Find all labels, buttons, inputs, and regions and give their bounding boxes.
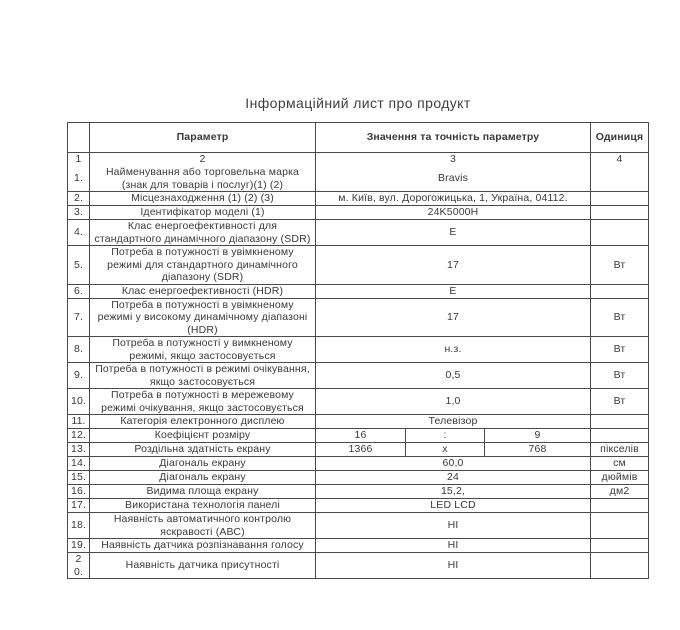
table-row xyxy=(68,362,648,388)
row-number-cell: 10. xyxy=(70,395,87,408)
table-row xyxy=(68,284,648,298)
parameter-cell: Місцезнаходження (1) (2) (3) xyxy=(89,192,315,205)
value-sub-cell: х xyxy=(405,443,484,456)
table-body xyxy=(68,166,648,578)
value-cell: н.з. xyxy=(315,337,590,362)
unit-cell xyxy=(590,429,648,442)
table-row xyxy=(68,219,648,245)
row-number-cell: 11. xyxy=(71,415,86,428)
parameter-cell: Використана технологія панелі xyxy=(89,499,315,512)
parameter-cell: Категорія електронного дисплею xyxy=(89,415,315,428)
unit-cell: пікселів xyxy=(590,443,648,456)
value-sub-cell: : xyxy=(405,429,484,442)
value-cell: 17 xyxy=(315,299,590,337)
value-sub-cell: 16 xyxy=(354,429,367,442)
row-number-cell: 6. xyxy=(73,284,84,297)
parameter-cell: Потреба в потужності в режимі очікування, якщо застосовується xyxy=(89,363,315,388)
parameter-cell: Наявність автоматичного контролю яскравості (АВС) xyxy=(89,513,315,538)
unit-cell xyxy=(590,166,648,191)
value-cell: НІ xyxy=(315,553,590,578)
unit-cell xyxy=(590,415,648,428)
parameter-cell: Видима площа екрану xyxy=(89,485,315,498)
value-cell: 60,0 xyxy=(315,457,590,470)
table-row xyxy=(68,205,648,219)
row-number-cell: 15. xyxy=(70,471,87,484)
product-info-table xyxy=(67,122,649,579)
value-cell: Bravis xyxy=(315,166,590,191)
value-cell xyxy=(315,443,590,456)
table-row xyxy=(68,428,648,442)
unit-cell: Вт xyxy=(590,299,648,337)
value-cell: 24 xyxy=(315,471,590,484)
parameter-cell: Потреба в потужності в увімкненому режимі у високому динамічному діапазоні (HDR) xyxy=(89,299,315,337)
unit-cell: Вт xyxy=(590,246,648,284)
value-sub-cell: 1366 xyxy=(348,443,373,456)
column-number-4: 4 xyxy=(590,153,648,166)
row-number-cell: 12. xyxy=(70,429,87,442)
header-number-cell xyxy=(68,123,89,152)
row-number-cell: 3. xyxy=(73,206,84,219)
row-number-cell: 4. xyxy=(73,226,84,239)
unit-cell: Вт xyxy=(590,363,648,388)
unit-cell xyxy=(590,499,648,512)
value-cell: НІ xyxy=(315,539,590,552)
table-row xyxy=(68,414,648,428)
unit-cell xyxy=(590,192,648,205)
unit-cell xyxy=(590,539,648,552)
row-number-cell: 14. xyxy=(70,457,87,470)
table-row xyxy=(68,245,648,284)
header-parameter: Параметр xyxy=(89,123,315,152)
row-number-cell: 9. xyxy=(73,369,84,382)
value-sub-cell: 9 xyxy=(484,429,590,442)
value-cell: 1,0 xyxy=(315,389,590,414)
parameter-cell: Потреба в потужності в увімкненому режимі для стандартного динамічного діапазону (SDR) xyxy=(89,246,315,284)
unit-cell: дюймів xyxy=(590,471,648,484)
parameter-cell: Клас енергоефективності для стандартного динамічного діапазону (SDR) xyxy=(89,220,315,245)
table-row xyxy=(68,298,648,337)
unit-cell xyxy=(590,285,648,298)
parameter-cell: Діагональ екрану xyxy=(89,471,315,484)
unit-cell: см xyxy=(590,457,648,470)
column-number-1: 1 xyxy=(75,153,82,166)
value-cell: 24K5000H xyxy=(315,206,590,219)
row-number-cell: 7. xyxy=(73,311,84,323)
table-row xyxy=(68,191,648,205)
value-cell: 15,2, xyxy=(315,485,590,498)
table-header-row xyxy=(68,123,648,152)
unit-cell: Вт xyxy=(590,337,648,362)
row-number-cell: 8. xyxy=(73,343,84,356)
parameter-cell: Діагональ екрану xyxy=(89,457,315,470)
value-cell: 17 xyxy=(315,246,590,284)
unit-cell xyxy=(590,206,648,219)
value-cell: E xyxy=(315,220,590,245)
row-number-cell: 2. xyxy=(73,192,84,205)
header-unit: Одиниця xyxy=(590,123,648,152)
parameter-cell: Найменування або торговельна марка (знак для товарів і послуг)(1) (2) xyxy=(89,166,315,191)
value-cell: E xyxy=(315,285,590,298)
row-number-cell: 5. xyxy=(73,258,84,271)
value-sub-cell: 768 xyxy=(484,443,590,456)
table-row xyxy=(68,470,648,484)
column-number-2: 2 xyxy=(89,153,315,166)
value-cell xyxy=(315,429,590,442)
row-number-cell: 18. xyxy=(70,519,87,532)
header-value: Значення та точність параметру xyxy=(315,123,590,152)
column-number-3: 3 xyxy=(315,153,590,166)
parameter-cell: Коефіцієнт розміру xyxy=(89,429,315,442)
value-cell: НІ xyxy=(315,513,590,538)
value-cell: LED LCD xyxy=(315,499,590,512)
row-number-cell: 13. xyxy=(70,443,87,456)
parameter-cell: Наявність датчика присутності xyxy=(89,553,315,578)
unit-cell xyxy=(590,513,648,538)
unit-cell xyxy=(590,220,648,245)
row-number-cell: 17. xyxy=(70,499,87,512)
table-row xyxy=(68,484,648,498)
table-row xyxy=(68,442,648,456)
row-number-cell: 19. xyxy=(70,539,87,552)
table-row xyxy=(68,498,648,512)
page-title: Інформаційний лист про продукт xyxy=(245,95,471,111)
table-row xyxy=(68,512,648,538)
parameter-cell: Ідентифікатор моделі (1) xyxy=(89,206,315,219)
table-row xyxy=(68,388,648,414)
parameter-cell: Роздільна здатність екрану xyxy=(89,443,315,456)
table-row xyxy=(68,538,648,552)
value-cell: Телевізор xyxy=(315,415,590,428)
row-number-cell: 20. xyxy=(73,553,84,578)
table-row xyxy=(68,456,648,470)
table-row xyxy=(68,166,648,191)
column-numbers-row xyxy=(68,152,648,166)
value-cell: м. Київ, вул. Дорогожицька, 1, Україна, 04112. xyxy=(315,192,590,205)
table-row xyxy=(68,552,648,578)
row-number-cell: 1. xyxy=(73,172,84,185)
parameter-cell: Потреба в потужності у вимкненому режимі, якщо застосовується xyxy=(89,337,315,362)
unit-cell: Вт xyxy=(590,389,648,414)
table-row xyxy=(68,336,648,362)
parameter-cell: Потреба в потужності в мережевому режимі очікування, якщо застосовується xyxy=(89,389,315,414)
unit-cell: дм2 xyxy=(590,485,648,498)
unit-cell xyxy=(590,553,648,578)
value-cell: 0,5 xyxy=(315,363,590,388)
parameter-cell: Клас енергоефективності (HDR) xyxy=(89,285,315,298)
parameter-cell: Наявність датчика розпізнавання голосу xyxy=(89,539,315,552)
row-number-cell: 16. xyxy=(70,485,87,498)
